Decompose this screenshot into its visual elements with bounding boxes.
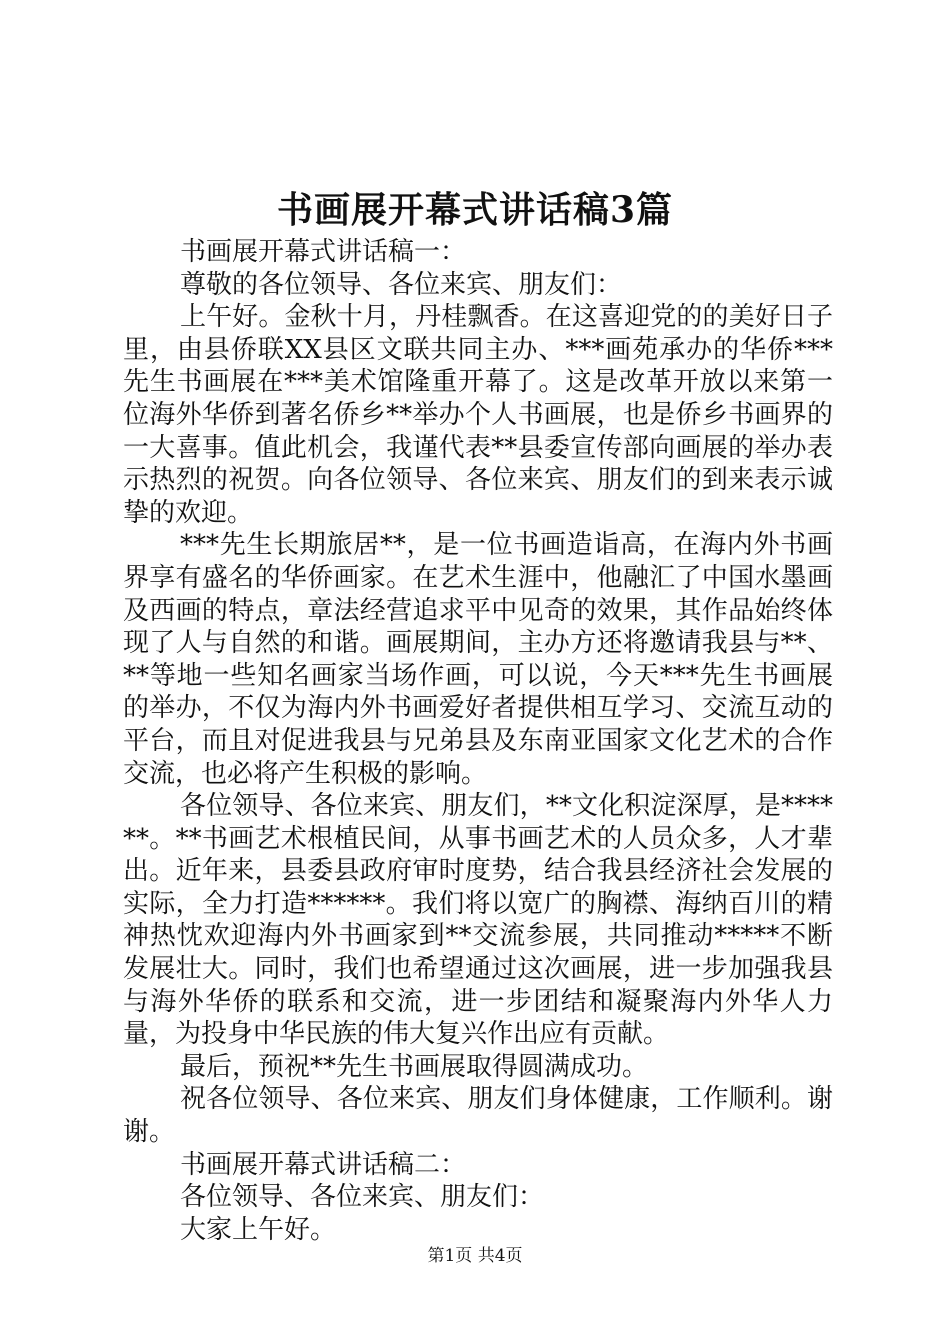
paragraph: 各位领导、各位来宾、朋友们，**文化积淀深厚，是******。**书画艺术根植民间，从事书画艺术的人员众多，人才辈出。近年来，县委县政府审时度势，结合我县经济社会发展的实际，全力打造******。我们将以宽广的胸襟、海纳百川的精神热忱欢迎海内外书画家到**交流参展，共同推动*****不断发展壮大。同时，我们也希望通过这次画展，进一步加强我县与海外华侨的联系和交流，进一步团结和凝聚海内外华人力量，为投身中华民族的伟大复兴作出应有贡献。 — [123, 791, 833, 1050]
document-body — [123, 236, 833, 1246]
paragraph-heading-2: 书画展开幕式讲话稿二： — [180, 1149, 467, 1180]
paragraph-salutation-1: 尊敬的各位领导、各位来宾、朋友们： — [180, 269, 623, 300]
page-footer: 第1页 共4页 — [427, 1246, 523, 1266]
paragraph: 祝各位领导、各位来宾、朋友们身体健康，工作顺利。谢谢。 — [123, 1084, 833, 1148]
paragraph: 大家上午好。 — [180, 1214, 337, 1245]
paragraph-salutation-2: 各位领导、各位来宾、朋友们： — [180, 1182, 545, 1213]
document-title: 书画展开幕式讲话稿3篇 — [276, 189, 674, 231]
paragraph: 最后，预祝**先生书画展取得圆满成功。 — [180, 1051, 649, 1082]
paragraph-heading-1: 书画展开幕式讲话稿一： — [180, 237, 467, 267]
paragraph: 上午好。金秋十月，丹桂飘香。在这喜迎党的的美好日子里，由县侨联XX县区文联共同主办、***画苑承办的华侨***先生书画展在***美术馆隆重开幕了。这是改革开放以来第一位海外华侨到著名侨乡**举办个人书画展，也是侨乡书画界的一大喜事。值此机会，我谨代表**县委宣传部向画展的举办表示热烈的祝贺。向各位领导、各位来宾、朋友们的到来表示诚挚的欢迎。 — [123, 302, 833, 528]
paragraph: ***先生长期旅居**，是一位书画造诣高，在海内外书画界享有盛名的华侨画家。在艺术生涯中，他融汇了中国水墨画及西画的特点，章法经营追求平中见奇的效果，其作品始终体现了人与自然的和谐。画展期间，主办方还将邀请我县与**、**等地一些知名画家当场作画，可以说，今天***先生书画展的举办，不仅为海内外书画爱好者提供相互学习、交流互动的平台，而且对促进我县与兄弟县及东南亚国家文化艺术的合作交流，也必将产生积极的影响。 — [123, 530, 833, 789]
